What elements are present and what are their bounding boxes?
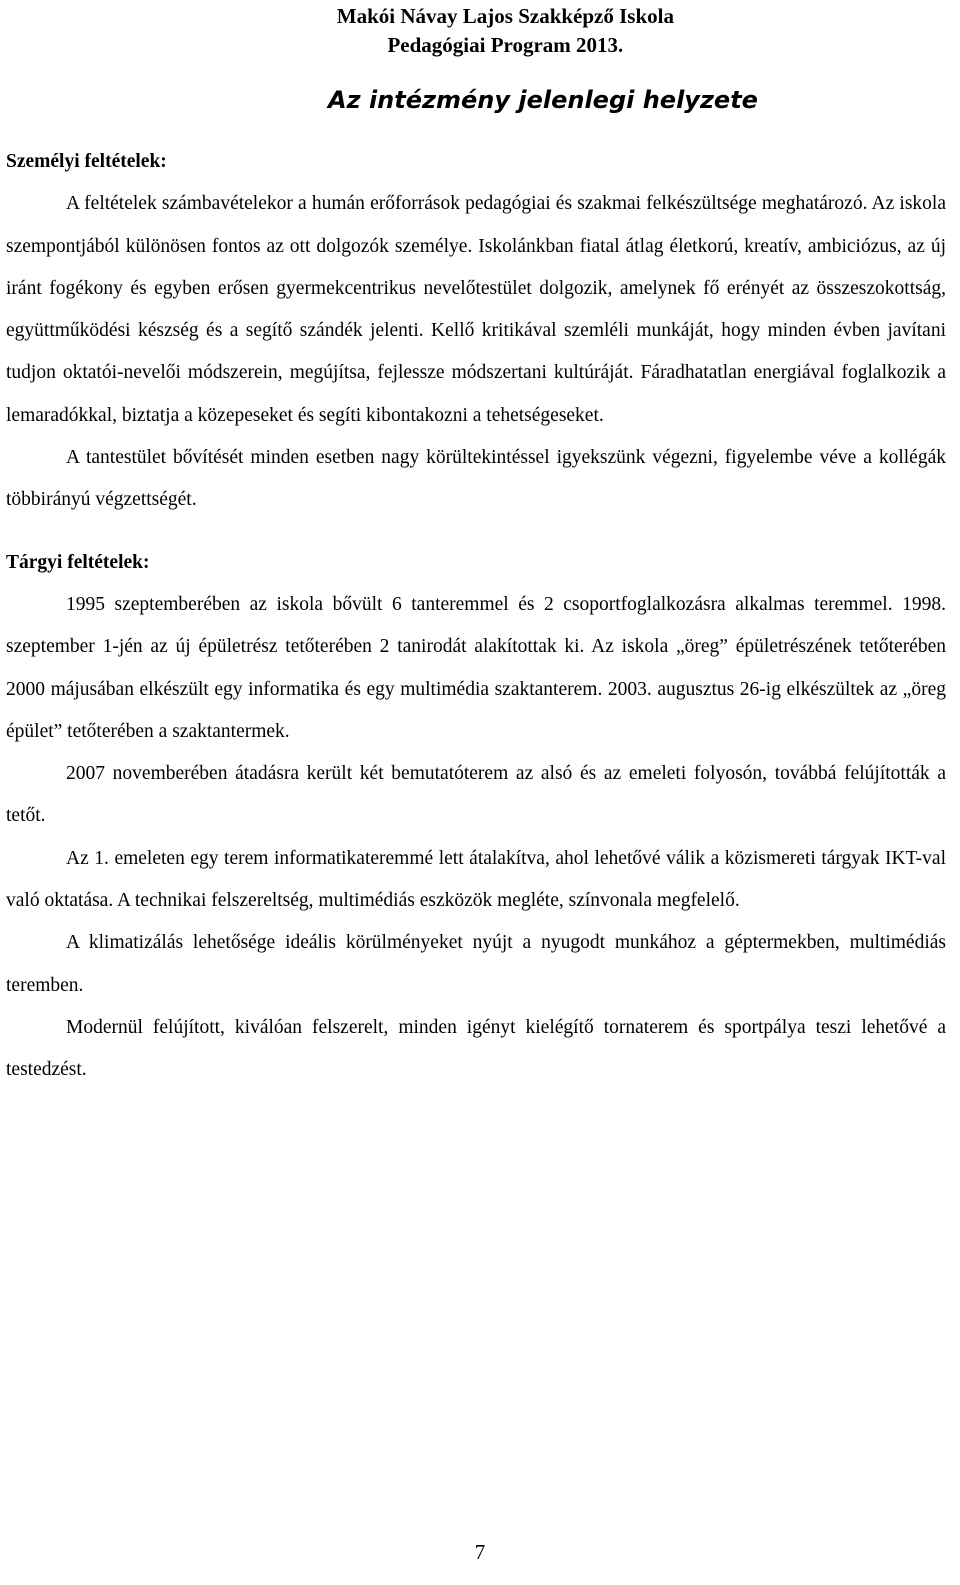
material-paragraph-1: 1995 szeptemberében az iskola bővült 6 tanteremmel és 2 csoportfoglalkozásra alkalmas teremmel. 1998. szeptember 1-jén az új épületrész tetőterében 2 tanirodát alakítottak ki. Az iskola „öreg” épületrészének tetőterében 2000 májusában elkészült egy informatika és egy multimédia szaktanterem. 2003. augusztus 26-ig elkészültek az „öreg épület” tetőterében a szaktantermek. <box>6 593 946 742</box>
material-paragraph-2: 2007 novemberében átadásra került két bemutatóterem az alsó és az emeleti folyosón, továbbá felújították a tetőt. <box>6 763 946 827</box>
personal-paragraph-1: A feltételek számbavételekor a humán erőforrások pedagógiai és szakmai felkészültsége meghatározó. Az iskola szempontjából különösen fontos az ott dolgozók személye. Iskolánkban fiatal átlag életkorú, kreatív, ambiciózus, az új iránt fogékony és egyben erősen gyermekcentrikus nevelőtestület dolgozik, amelynek fő erényét az összeszokottság, együttműködési készség és a segítő szándék jelenti. Kellő kritikával szemléli munkáját, hogy minden évben javítani tudjon oktatói-nevelői módszerein, megújítsa, fejlessze módszertani kultúráját. Fáradhatatlan energiával foglalkozik a lemaradókkal, biztatja a közepeseket és segíti kibontakozni a tehetségeseket. <box>6 193 946 426</box>
document-body <box>6 141 946 1092</box>
material-paragraph-3: Az 1. emeleten egy terem informatikateremmé lett átalakítva, ahol lehetővé válik a közismereti tárgyak IKT-val való oktatása. A technikai felszereltség, multimédiás eszközök megléte, színvonala megfelelő. <box>6 847 946 912</box>
section-title: Az intézmény jelenlegi helyzete <box>328 86 758 114</box>
header-school-name: Makói Návay Lajos Szakképző Iskola <box>336 4 674 28</box>
personal-paragraph-2: A tantestület bővítését minden esetben nagy körültekintéssel igyekszünk végezni, figyelembe véve a kollégák többirányú végzettségét. <box>6 447 946 511</box>
material-conditions-heading: Tárgyi feltételek: <box>6 551 150 573</box>
page-header <box>337 2 674 60</box>
material-paragraph-4: A klimatizálás lehetősége ideális körülményeket nyújt a nyugodt munkához a géptermekben, multimédiás teremben. <box>6 932 946 996</box>
header-program-title: Pedagógiai Program 2013. <box>387 33 624 57</box>
page-number: 7 <box>474 1540 486 1564</box>
personal-conditions-heading: Személyi feltételek: <box>6 151 167 172</box>
material-paragraph-5: Modernül felújított, kiválóan felszerelt, minden igényt kielégítő tornaterem és sportpálya teszi lehetővé a testedzést. <box>6 1016 946 1081</box>
